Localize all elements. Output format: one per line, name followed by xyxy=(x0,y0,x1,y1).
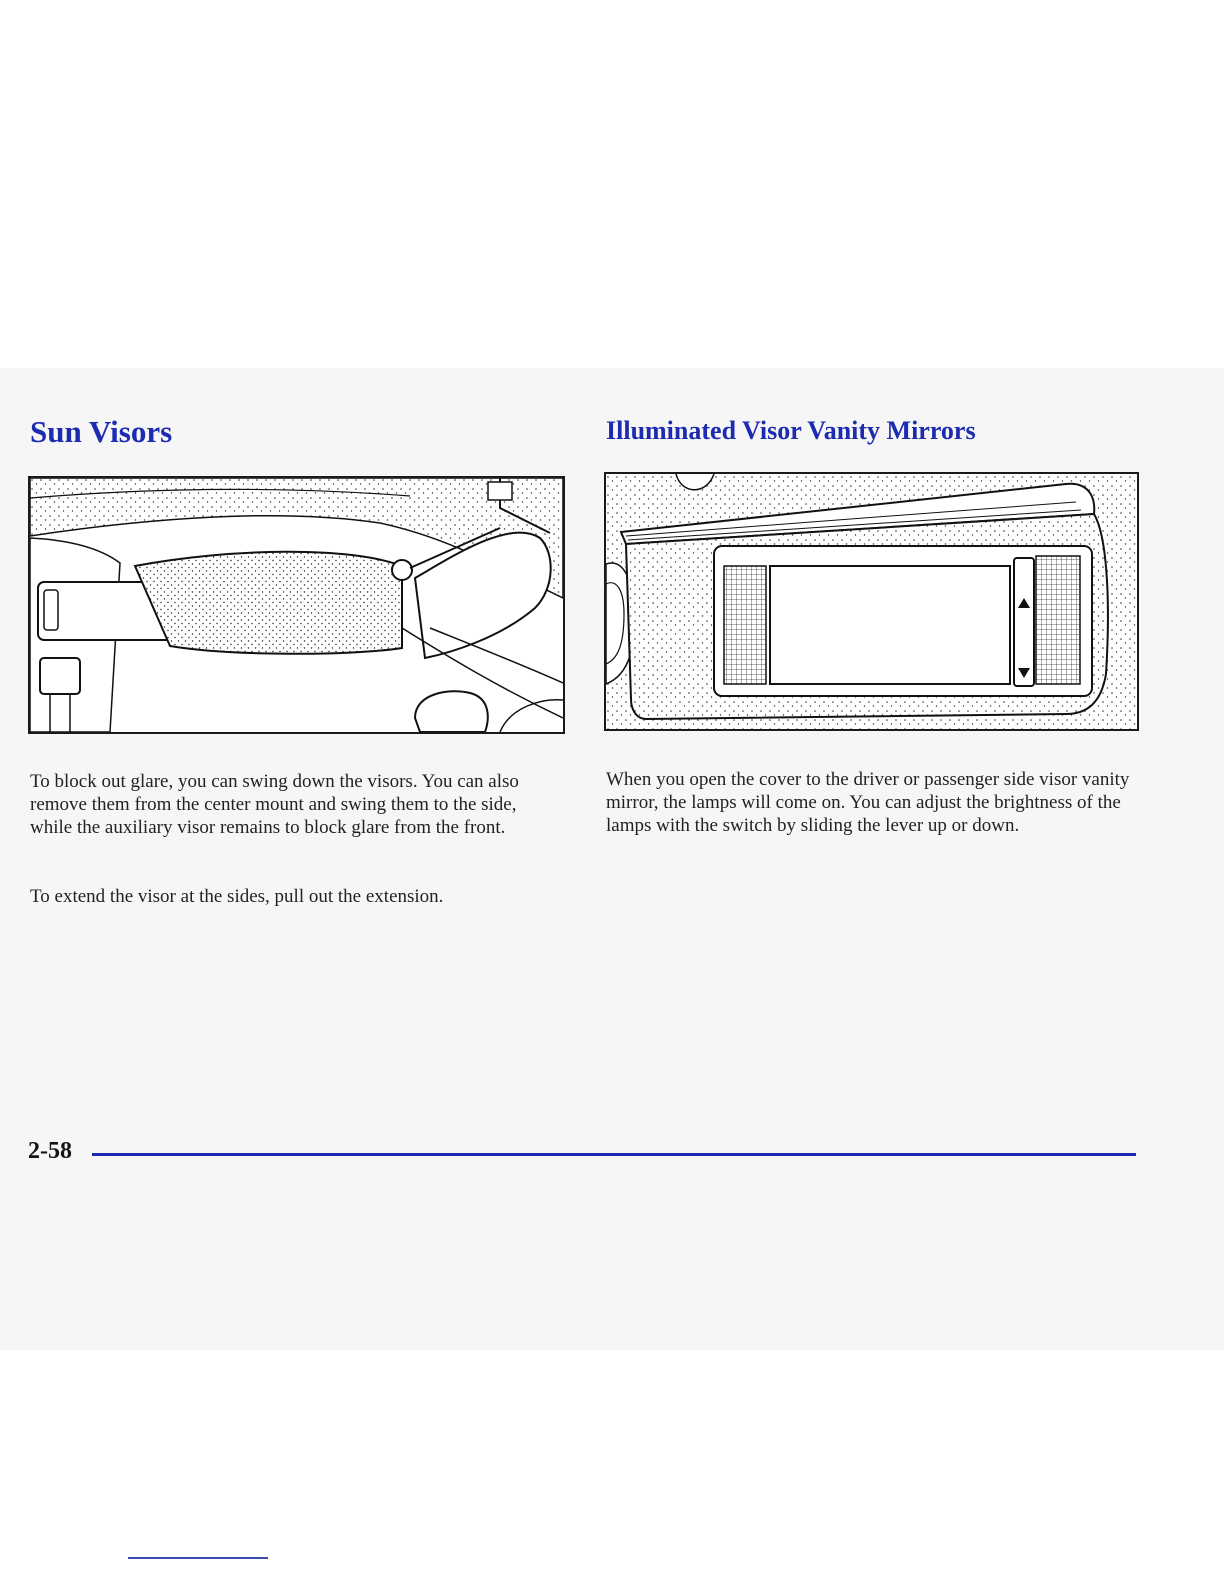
sun-visors-paragraph-2: To extend the visor at the sides, pull out the extension. xyxy=(30,886,444,907)
vanity-mirrors-paragraph-1: When you open the cover to the driver or passenger side visor vanity mirror, the lamps will come on. You can adjust the brightness of the lamps with the switch by sliding the lever up or down. xyxy=(606,769,1130,836)
footer-rule xyxy=(92,1153,1136,1156)
bottom-edge-mark xyxy=(128,1557,268,1559)
vanity-mirror-drawing xyxy=(606,474,1137,729)
vanity-mirror-illustration xyxy=(604,472,1139,731)
page-number: 2-58 xyxy=(28,1138,72,1164)
sun-visor-illustration xyxy=(28,476,565,734)
sun-visors-paragraph-1: To block out glare, you can swing down the visors. You can also remove them from the center mount and swing them to the side, while the auxiliary visor remains to block glare from the front. xyxy=(30,771,519,838)
sun-visor-drawing xyxy=(30,478,563,732)
sun-visors-heading: Sun Visors xyxy=(30,414,173,449)
vanity-mirrors-heading: Illuminated Visor Vanity Mirrors xyxy=(606,416,976,445)
